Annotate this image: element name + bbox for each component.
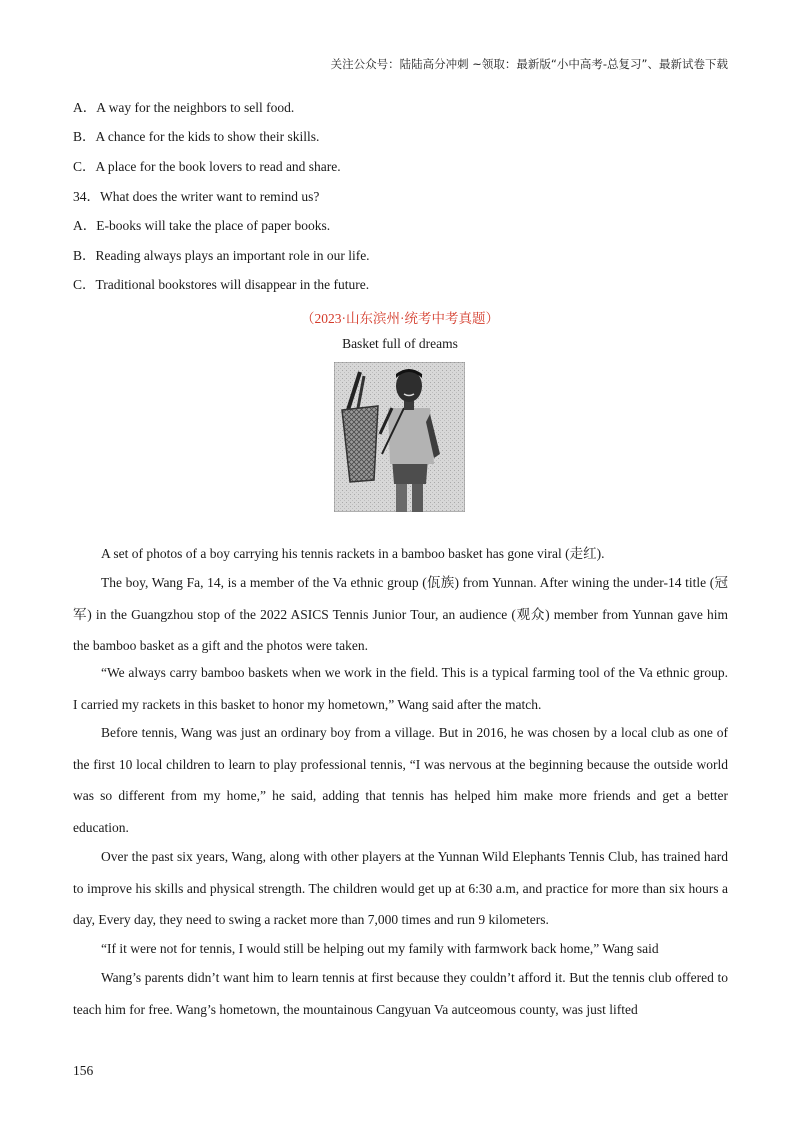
paragraph-4: Before tennis, Wang was just an ordinary boy from a village. But in 2016, he was chosen by a local club as one of the first 10 local children to learn to play professional tennis, “I was nervous at the beginning because the outside world was so different from my home,” he said, adding that tennis has helped him make more friends and get a better education.: [73, 725, 728, 835]
passage-source: （2023·山东滨州·统考中考真题）: [301, 311, 499, 326]
q34-option-c: C．Traditional bookstores will disappear in the future.: [73, 277, 370, 292]
q34-question: 34．What does the writer want to remind us?: [73, 189, 320, 204]
paragraph-1: A set of photos of a boy carrying his tennis rackets in a bamboo basket has gone viral (走红).: [101, 546, 605, 561]
paragraph-2: The boy, Wang Fa, 14, is a member of the Va ethnic group (佤族) from Yunnan. After wining the under-14 title (冠军) in the Guangzhou stop of the 2022 ASICS Tennis Junior Tour, an audience (观众) member from Yunnan gave him the bamboo basket as a gift and the photos were taken.: [73, 575, 728, 653]
q33-option-c: C．A place for the book lovers to read and share.: [73, 159, 341, 174]
paragraph-7: Wang’s parents didn’t want him to learn tennis at first because they couldn’t afford it. But the tennis club offered to teach him for free. Wang’s hometown, the mountainous Cangyuan Va autceomous county, was just lifted: [73, 970, 728, 1017]
paragraph-5: Over the past six years, Wang, along with other players at the Yunnan Wild Elephants Tennis Club, has trained hard to improve his skills and physical strength. The children would get up at 6:30 a.m, and practice for more than six hours a day, Every day, they need to swing a racket more than 7,000 times and run 9 kilometers.: [73, 849, 728, 927]
boy-with-basket-photo: [334, 362, 465, 512]
paragraph-6: “If it were not for tennis, I would still be helping out my family with farmwork back home,” Wang said: [101, 941, 659, 956]
q33-option-b: B．A chance for the kids to show their skills.: [73, 129, 320, 144]
q33-option-a: A．A way for the neighbors to sell food.: [73, 100, 295, 115]
page-number: 156: [73, 1063, 94, 1078]
passage-title: Basket full of dreams: [342, 336, 458, 351]
header-note: 关注公众号：陆陆高分冲刺 ~领取：最新版“小中高考-总复习”、最新试卷下载: [330, 57, 728, 71]
q34-option-b: B．Reading always plays an important role in our life.: [73, 248, 370, 263]
q34-option-a: A．E-books will take the place of paper books.: [73, 218, 331, 233]
paragraph-3: “We always carry bamboo baskets when we work in the field. This is a typical farming tool of the Va ethnic group. I carried my rackets in this basket to honor my hometown,” Wang said after the match.: [73, 665, 728, 712]
